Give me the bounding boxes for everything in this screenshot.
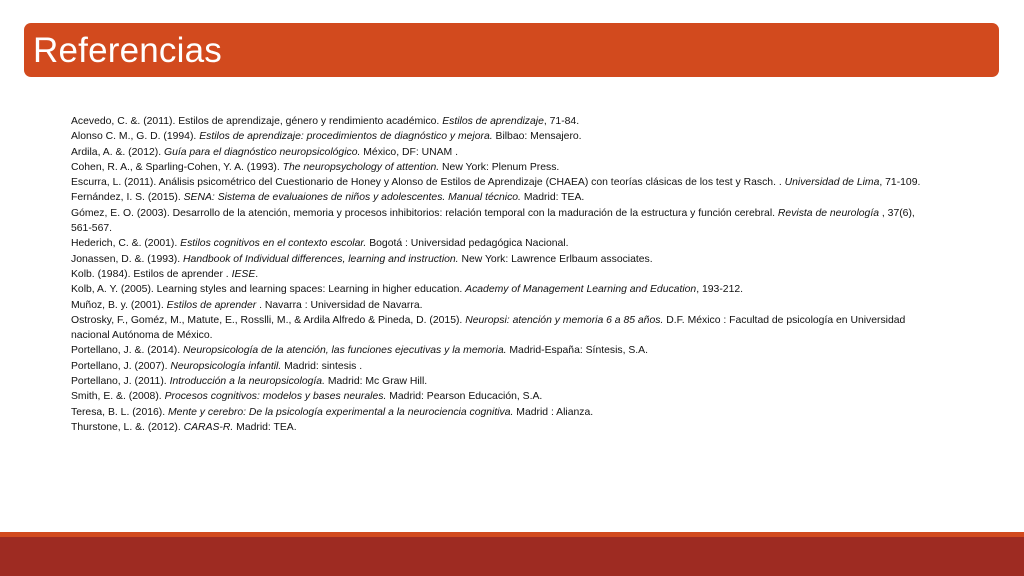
reference-source-italic: Guía para el diagnóstico neuropsicológico. — [163, 146, 361, 158]
reference-text: Thurstone, L. &. (2012). — [71, 421, 184, 433]
reference-publisher: México, DF: UNAM . — [360, 146, 458, 158]
reference-entry — [71, 206, 931, 237]
reference-publisher: . — [255, 268, 259, 280]
reference-source-italic: Neuropsicología infantil. — [170, 360, 282, 372]
reference-source-italic: Estilos de aprendizaje — [442, 116, 544, 127]
reference-text: Cohen, R. A., & Sparling-Cohen, Y. A. (1993). — [71, 161, 283, 173]
reference-source-italic: Handbook of Individual differences, learning and instruction. — [183, 253, 459, 265]
reference-source-italic: Estilos cognitivos en el contexto escolar. — [180, 238, 367, 250]
reference-text: Ardila, A. &. (2012). — [71, 146, 164, 158]
reference-text: Kolb, A. Y. (2005). Learning styles and learning spaces: Learning in higher education. — [71, 284, 466, 296]
reference-entry — [71, 236, 931, 251]
reference-source-italic: SENA: Sistema de evaluaiones de niños y adolescentes. Manual técnico. — [183, 192, 521, 204]
reference-text: Portellano, J. &. (2014). — [71, 345, 184, 357]
reference-publisher: , 71-109. — [879, 177, 921, 189]
reference-publisher: D.F. México : Facultad de psicología en Universidad nacional Autónoma de México. — [71, 314, 906, 342]
reference-entry — [71, 282, 931, 297]
reference-source-italic: Revista de neurología — [777, 207, 879, 219]
reference-source-italic: Neuropsi: atención y memoria 6 a 85 años. — [465, 314, 664, 326]
reference-source-italic: Mente y cerebro: De la psicología experimental a la neurociencia cognitiva. — [168, 406, 514, 418]
reference-entry — [71, 160, 931, 175]
reference-source-italic: Procesos cognitivos: modelos y bases neurales. — [164, 391, 387, 403]
reference-source-italic: CARAS-R. — [183, 421, 234, 433]
reference-publisher: Bilbao: Mensajero. — [492, 131, 582, 143]
reference-text: Hederich, C. &. (2001). — [71, 238, 181, 250]
reference-text: Alonso C. M., G. D. (1994). — [71, 131, 200, 143]
reference-text: Portellano, J. (2011). — [71, 376, 170, 388]
reference-entry — [71, 267, 931, 282]
reference-text: Escurra, L. (2011). Análisis psicométrico del Cuestionario de Honey y Alonso de Estilos de Aprendizaje (CHAEA) con teorías clásicas de los test y Rasch. . — [71, 177, 785, 189]
reference-entry — [71, 145, 931, 160]
reference-publisher: Madrid: TEA. — [520, 192, 585, 204]
reference-entry — [71, 389, 931, 404]
reference-entry — [71, 298, 931, 313]
reference-text: Portellano, J. (2007). — [71, 360, 171, 372]
reference-text: Fernández, I. S. (2015). — [71, 192, 184, 204]
reference-publisher: , 37(6), 561-567. — [71, 207, 915, 235]
reference-publisher: Bogotá : Universidad pedagógica Nacional. — [366, 238, 569, 250]
reference-text: Jonassen, D. &. (1993). — [71, 253, 184, 265]
reference-source-italic: Universidad de Lima — [784, 177, 880, 189]
reference-text: Acevedo, C. &. (2011). Estilos de aprendizaje, género y rendimiento académico. — [71, 116, 443, 127]
reference-entry — [71, 175, 931, 190]
reference-entry — [71, 252, 931, 267]
reference-entry — [71, 420, 931, 435]
reference-source-italic: The neuropsychology of attention. — [282, 161, 440, 173]
reference-entry — [71, 374, 931, 389]
reference-publisher: Madrid : Alianza. — [513, 406, 594, 418]
reference-entry — [71, 129, 931, 144]
reference-source-italic: Estilos de aprender — [166, 299, 257, 311]
reference-source-italic: IESE — [231, 268, 256, 280]
reference-list — [71, 114, 931, 435]
reference-source-italic: Estilos de aprendizaje: procedimientos de diagnóstico y mejora. — [199, 131, 493, 143]
reference-publisher: Madrid: Mc Graw Hill. — [324, 376, 428, 388]
reference-text: Muñoz, B. y. (2001). — [71, 299, 167, 311]
reference-text: Smith, E. &. (2008). — [71, 391, 165, 403]
reference-entry — [71, 405, 931, 420]
slide-title: Referencias — [33, 31, 222, 70]
reference-publisher: Madrid: TEA. — [233, 421, 297, 433]
footer-bar — [0, 537, 1024, 576]
reference-text: Gómez, E. O. (2003). Desarrollo de la atención, memoria y procesos inhibitorios: relación temporal con la maduración de la estructura y función cerebral. — [71, 207, 778, 219]
reference-text: Ostrosky, F., Goméz, M., Matute, E., Rosslli, M., & Ardila Alfredo & Pineda, D. (2015). — [71, 314, 466, 326]
reference-entry — [71, 190, 931, 205]
reference-publisher: . Navarra : Universidad de Navarra. — [256, 299, 423, 311]
reference-source-italic: Neuropsicología de la atención, las funciones ejecutivas y la memoria. — [183, 345, 507, 357]
reference-publisher: Madrid: Pearson Educación, S.A. — [386, 391, 543, 403]
reference-entry — [71, 343, 931, 358]
reference-publisher: , 71-84. — [543, 116, 580, 127]
reference-publisher: Madrid-España: Síntesis, S.A. — [506, 345, 648, 357]
reference-entry — [71, 114, 931, 129]
reference-source-italic: Academy of Management Learning and Education — [465, 284, 697, 296]
reference-entry — [71, 313, 931, 344]
reference-publisher: New York: Plenum Press. — [439, 161, 560, 173]
title-bar — [24, 23, 999, 77]
reference-source-italic: Introducción a la neuropsicología. — [169, 376, 325, 388]
reference-publisher: Madrid: sintesis . — [281, 360, 363, 372]
reference-publisher: New York: Lawrence Erlbaum associates. — [458, 253, 653, 265]
reference-entry — [71, 359, 931, 374]
reference-publisher: , 193-212. — [696, 284, 744, 296]
reference-text: Kolb. (1984). Estilos de aprender . — [71, 268, 232, 280]
reference-text: Teresa, B. L. (2016). — [71, 406, 169, 418]
